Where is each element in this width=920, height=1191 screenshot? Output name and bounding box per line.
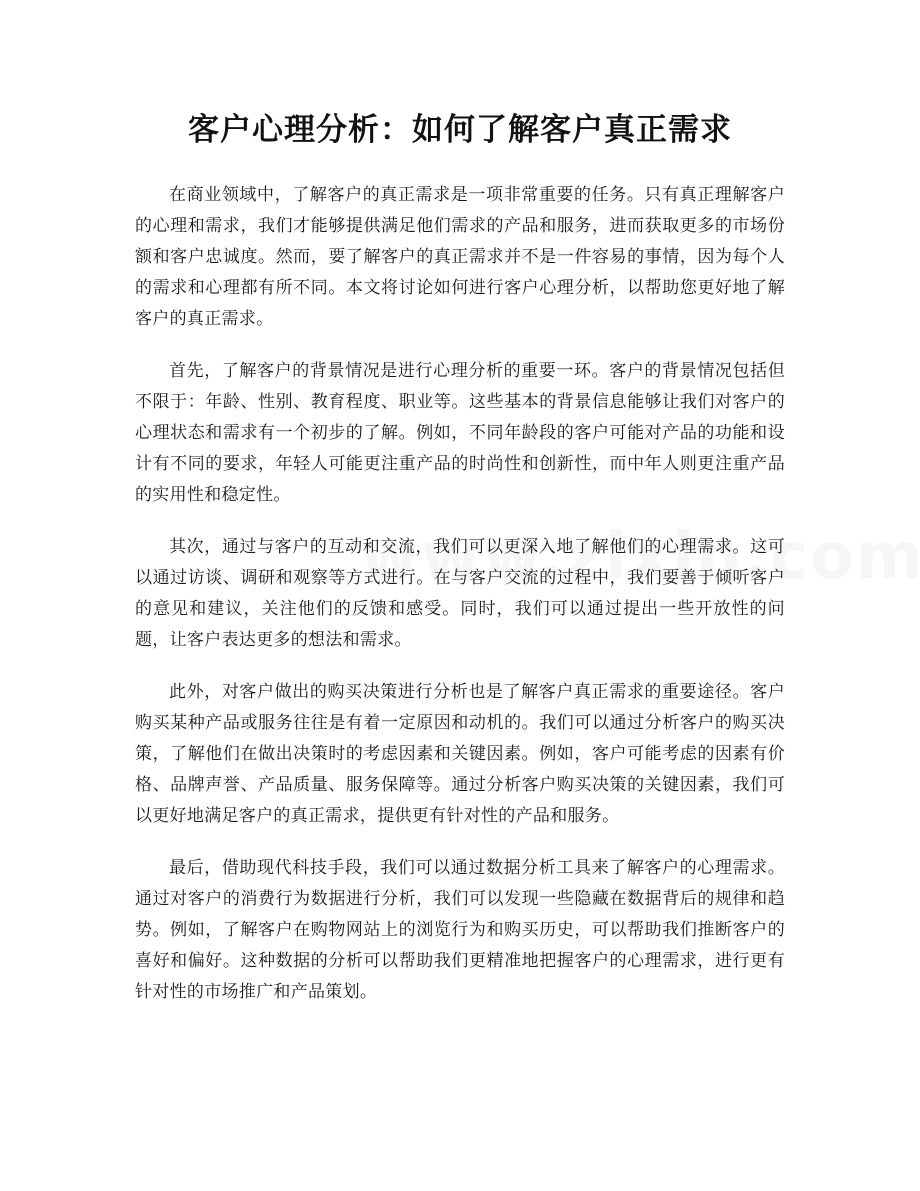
paragraph-intro: 在商业领域中，了解客户的真正需求是一项非常重要的任务。只有真正理解客户的心理和需求，我们才能够提供满足他们需求的产品和服务，进而获取更多的市场份额和客户忠诚度。然而，要了解客户的真正需求并不是一件容易的事情，因为每个人的需求和心理都有所不同。本文将讨论如何进行客户心理分析，以帮助您更好地了解客户的真正需求。 [135, 185, 785, 329]
paragraph-background: 首先，了解客户的背景情况是进行心理分析的重要一环。客户的背景情况包括但不限于：年龄、性别、教育程度、职业等。这些基本的背景信息能够让我们对客户的心理状态和需求有一个初步的了解。例如，不同年龄段的客户可能对产品的功能和设计有不同的要求，年轻人可能更注重产品的时尚性和创新性，而中年人则更注重产品的实用性和稳定性。 [135, 361, 785, 505]
document-title: 客户心理分析：如何了解客户真正需求 [188, 112, 732, 148]
paragraph-interaction: 其次，通过与客户的互动和交流，我们可以更深入地了解他们的心理需求。这可以通过访谈、调研和观察等方式进行。在与客户交流的过程中，我们要善于倾听客户的意见和建议，关注他们的反馈和感受。同时，我们可以通过提出一些开放性的问题，让客户表达更多的想法和需求。 [135, 537, 785, 650]
paragraph-data-analysis: 最后，借助现代科技手段，我们可以通过数据分析工具来了解客户的心理需求。通过对客户的消费行为数据进行分析，我们可以发现一些隐藏在数据背后的规律和趋势。例如，了解客户在购物网站上的浏览行为和购买历史，可以帮助我们推断客户的喜好和偏好。这种数据的分析可以帮助我们更精准地把握客户的心理需求，进行更有针对性的市场推广和产品策划。 [135, 858, 785, 1002]
document-body [135, 180, 785, 1029]
paragraph-purchase-decision: 此外，对客户做出的购买决策进行分析也是了解客户真正需求的重要途径。客户购买某种产品或服务往往是有着一定原因和动机的。我们可以通过分析客户的购买决策，了解他们在做出决策时的考虑因素和关键因素。例如，客户可能考虑的因素有价格、品牌声誉、产品质量、服务保障等。通过分析客户购买决策的关键因素，我们可以更好地满足客户的真正需求，提供更有针对性的产品和服务。 [135, 682, 785, 826]
